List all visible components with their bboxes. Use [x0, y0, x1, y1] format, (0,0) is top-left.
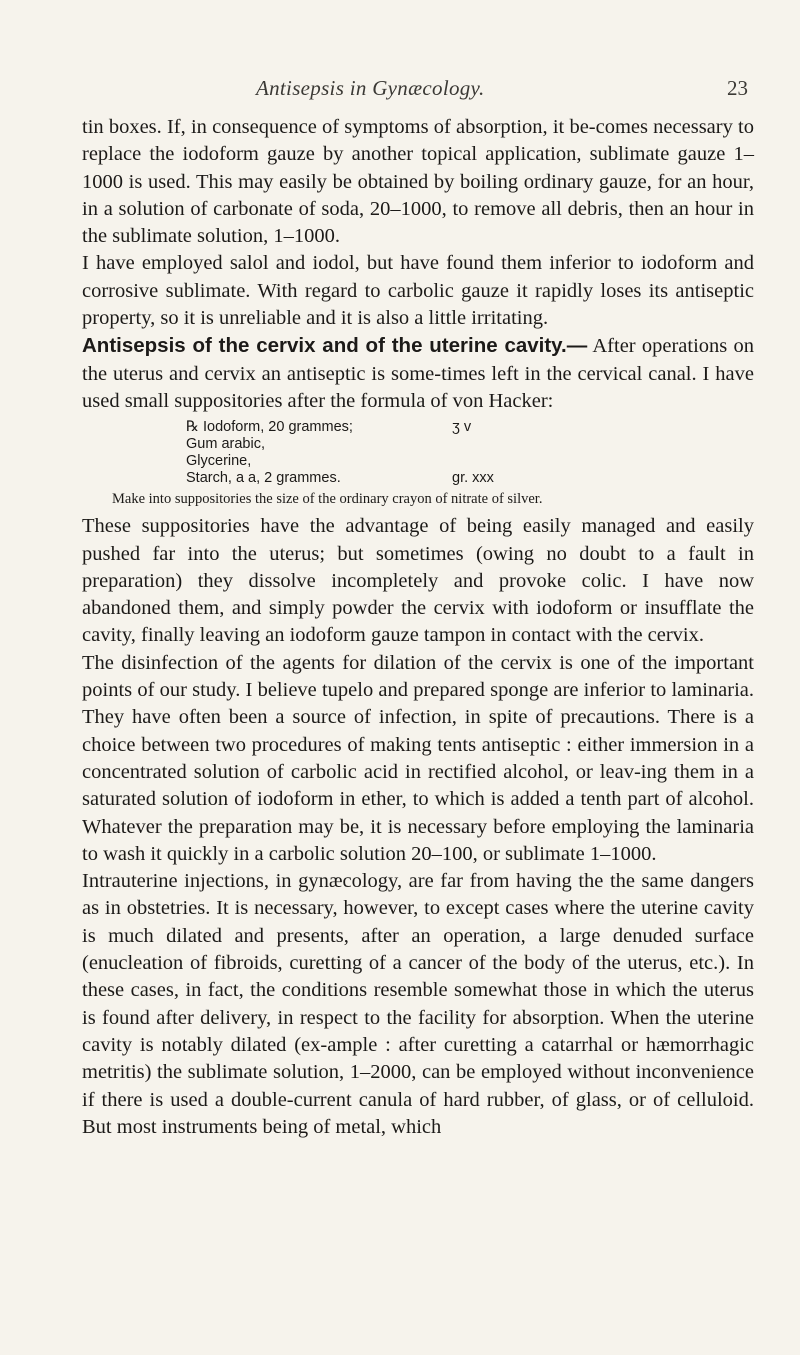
prescription-quantity: ʒ v: [452, 419, 472, 436]
page-number: 23: [727, 76, 748, 100]
prescription-row: [82, 453, 754, 470]
prescription-item: Glycerine,: [186, 453, 252, 470]
page-header: [0, 76, 800, 104]
prescription-row: [82, 436, 754, 453]
prescription-row: [82, 470, 754, 487]
running-title: Antisepsis in Gynæcology.: [256, 76, 485, 100]
prescription-item: Starch, a a, 2 grammes.: [186, 470, 341, 487]
paragraph-1: tin boxes. If, in consequence of symptoms of absorption, it be-comes necessary to replace the iodoform gauze by another topical application, sublimate gauze 1–1000 is used. This may easily be obtained by boiling ordinary gauze, for an hour, in a solution of carbonate of soda, 20–1000, to remove all debris, then an hour in the sublimate solution, 1–1000.: [82, 116, 754, 248]
paragraph-2: I have employed salol and iodol, but have found them inferior to iodoform and corrosive sublimate. With regard to carbolic gauze it rapidly loses its antiseptic property, so it is unreliable and it is also a little irritating.: [82, 252, 754, 330]
prescription-item: Gum arabic,: [186, 436, 265, 453]
prescription: [82, 419, 754, 487]
paragraph-6: Intrauterine injections, in gynæcology, are far from having the the same dangers as in obstetries. It is necessary, however, to except cases where the uterine cavity is much dilated and presents, after an operation, a large denuded surface (enucleation of fibroids, curetting of a cancer of the body of the uterus, etc.). In these cases, in fact, the conditions resemble somewhat those in which the uterus is found after delivery, in respect to the facility for absorption. When the uterine cavity is notably dilated (ex-ample : after curetting a catarrhal or hæmorrhagic metritis) the sublimate solution, 1–2000, can be employed without inconvenience if there is used a double-current canula of hard rubber, of glass, or of celluloid. But most instruments being of metal, which: [82, 870, 754, 1138]
section-heading: Antisepsis of the cervix and of the uterine cavity.—: [82, 334, 588, 358]
page-body: [82, 114, 754, 1141]
paragraph-5: The disinfection of the agents for dilation of the cervix is one of the important points of our study. I believe tupelo and prepared sponge are inferior to laminaria. They have often been a source of infection, in spite of precautions. There is a choice between two procedures of making tents antiseptic : either immersion in a concentrated solution of carbolic acid in rectified alcohol, or leav-ing them in a saturated solution of iodoform in ether, to which is added a tenth part of alcohol. Whatever the preparation may be, it is necessary before employing the laminaria to wash it quickly in a carbolic solution 20–100, or sublimate 1–1000.: [82, 651, 754, 865]
prescription-note: Make into suppositories the size of the ordinary crayon of nitrate of silver.: [112, 491, 543, 508]
prescription-quantity: gr. xxx: [452, 470, 494, 487]
paragraph-3: [82, 332, 754, 415]
paragraph-3-text: After operations on the uterus and cervix an antiseptic is some-times left in the cervical canal. I have used small suppositories after the formula of von Hacker:: [82, 335, 754, 412]
prescription-item: ℞ Iodoform, 20 grammes;: [186, 419, 353, 436]
paragraph-4: These suppositories have the advantage of being easily managed and easily pushed far into the uterus; but sometimes (owing no doubt to a fault in preparation) they dissolve incompletely and provoke colic. I have now abandoned them, and simply powder the cervix with iodoform or insufflate the cavity, finally leaving an iodoform gauze tampon in contact with the cervix.: [82, 515, 754, 647]
prescription-row: [82, 419, 754, 436]
